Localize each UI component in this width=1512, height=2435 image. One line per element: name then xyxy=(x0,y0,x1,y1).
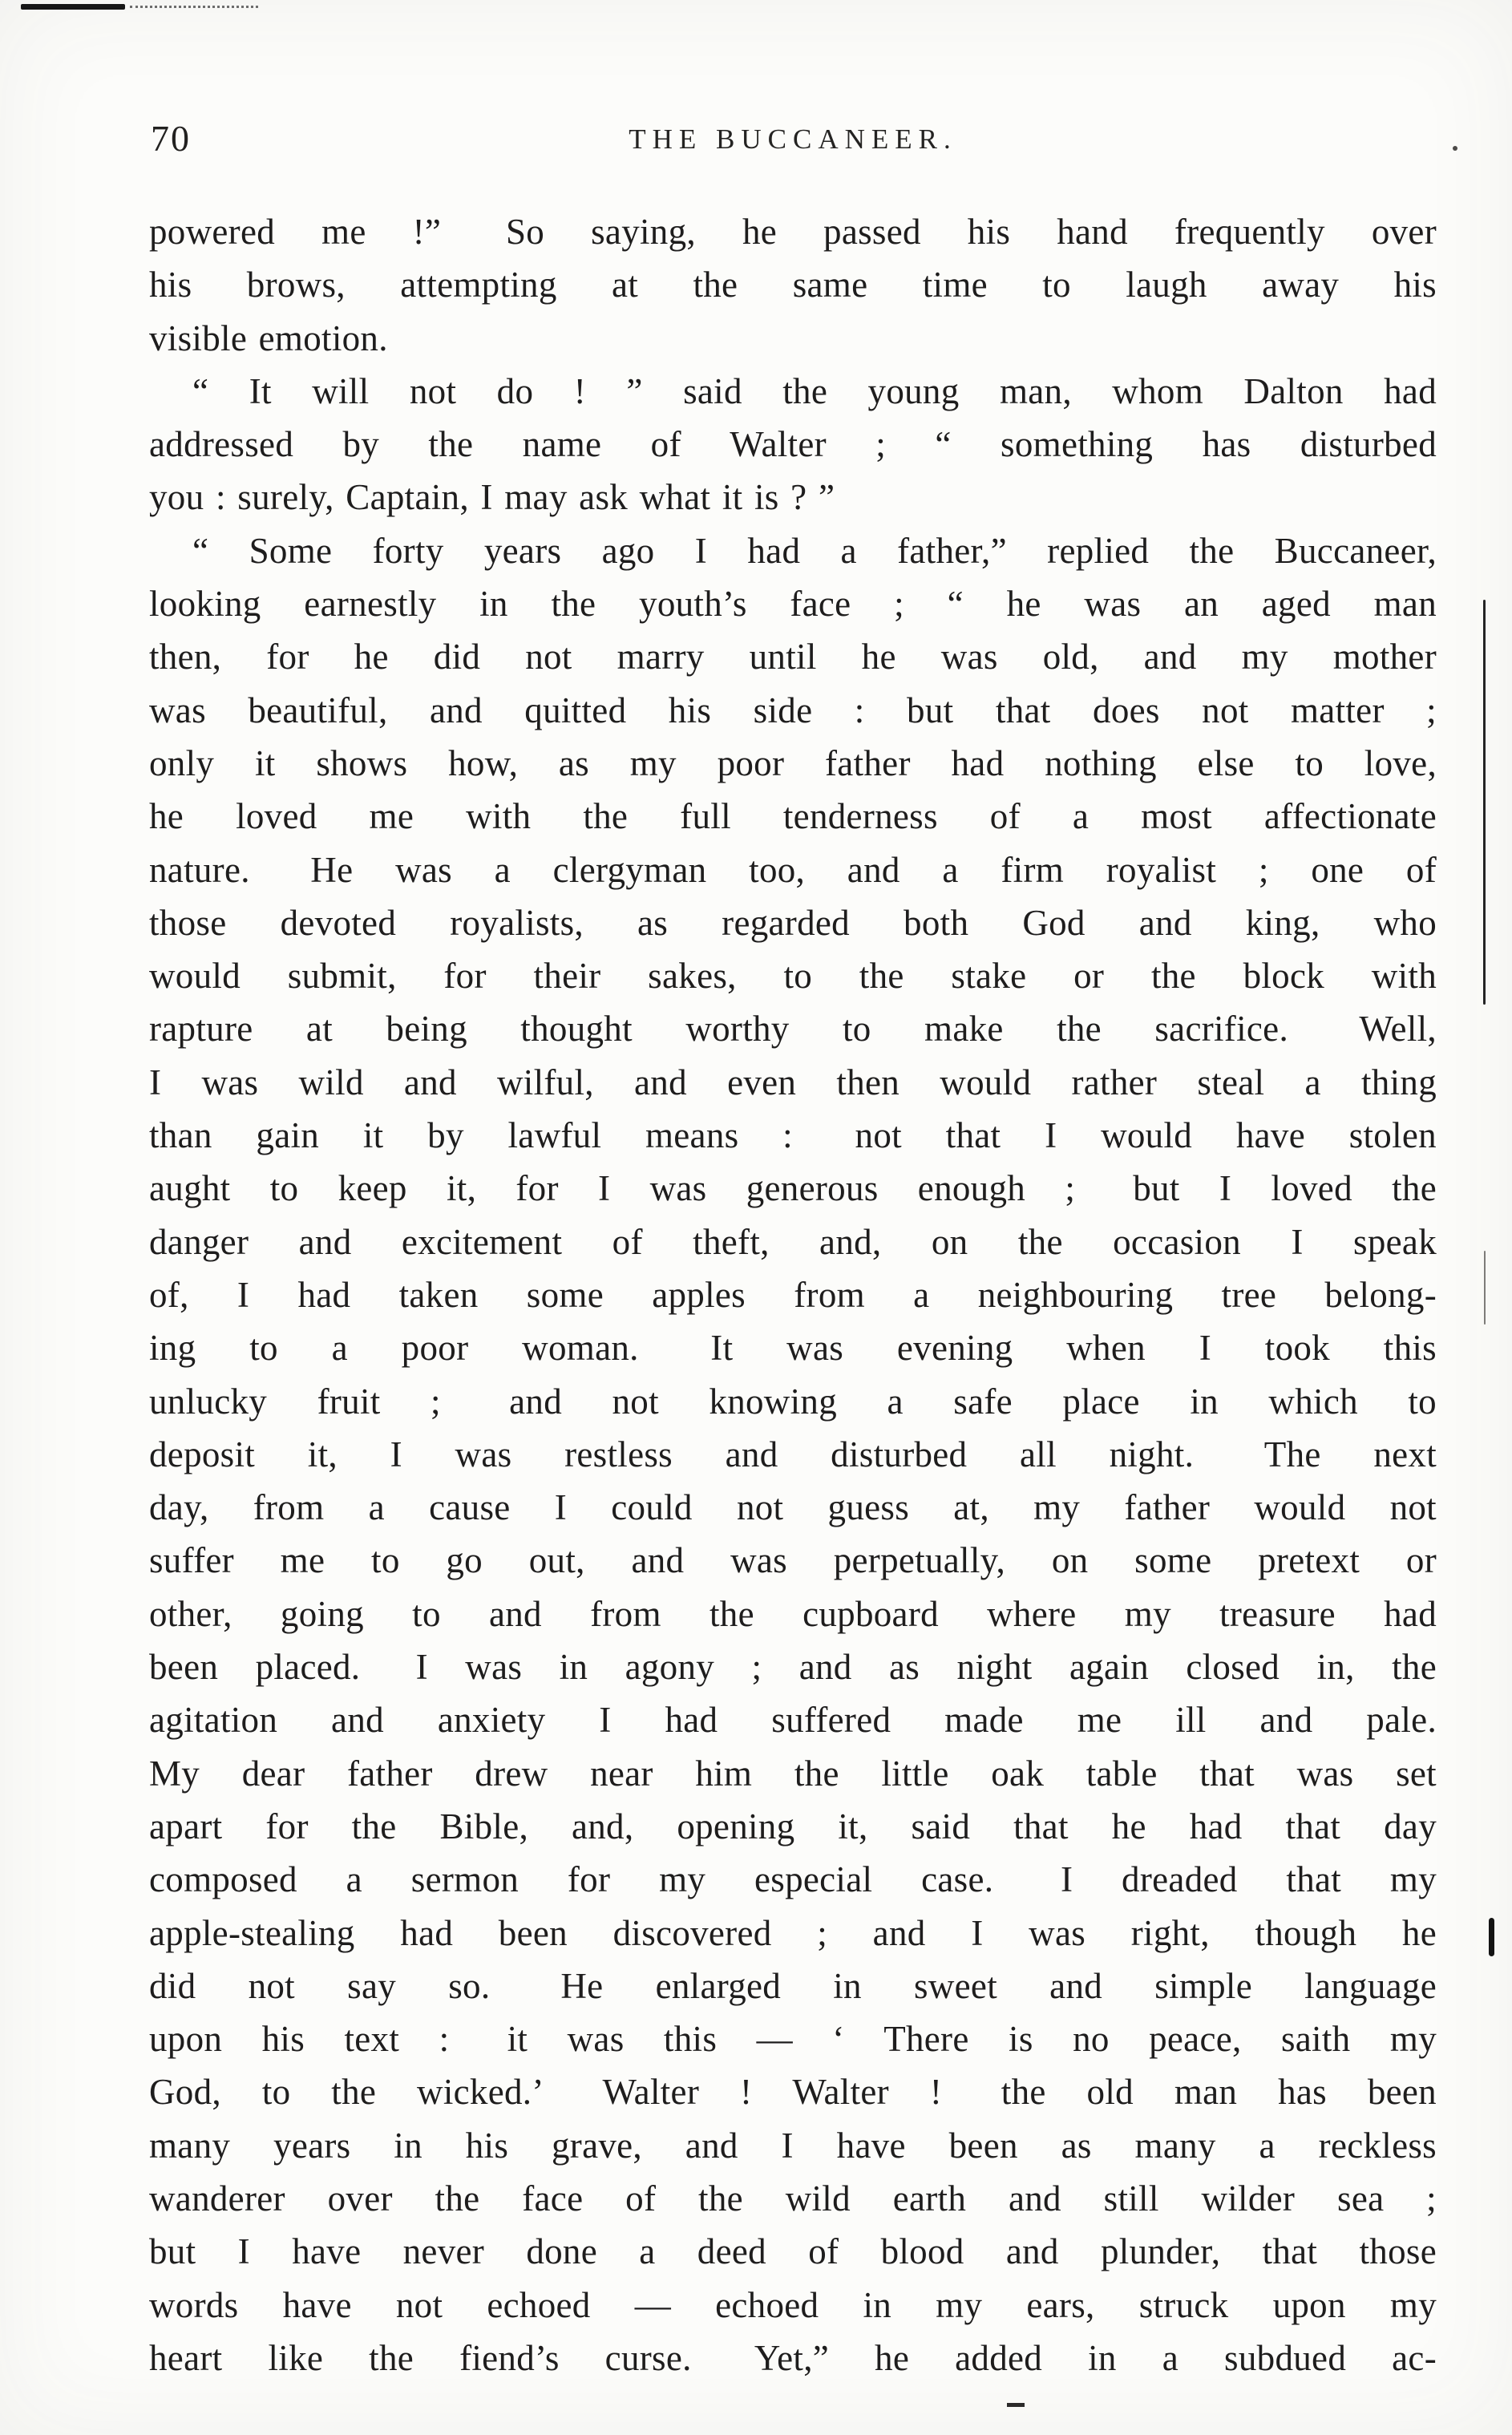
text-line: I was wild and wilful, and even then would rather steal a thing xyxy=(149,1062,1437,1102)
scan-artifact-header-dot xyxy=(1453,146,1457,151)
text-line: “ Some forty years ago I had a father,” replied the Buccaneer, xyxy=(192,530,1437,571)
text-line: only it shows how, as my poor father had nothing else to love, xyxy=(149,742,1437,783)
text-line: many years in his grave, and I have been as many a reckless xyxy=(149,2125,1437,2166)
text-line: those devoted royalists, as regarded both God and king, who xyxy=(149,902,1437,943)
text-line: apart for the Bible, and, opening it, said that he had that day xyxy=(149,1806,1437,1846)
text-line: would submit, for their sakes, to the stake or the block with xyxy=(149,956,1437,997)
scan-artifact-right-edge-line-2 xyxy=(1484,1251,1486,1325)
text-line: danger and excitement of theft, and, on the occasion I speak xyxy=(149,1221,1437,1262)
text-line: My dear father drew near him the little oak table that was set xyxy=(149,1753,1437,1794)
text-line: day, from a cause I could not guess at, my father would not xyxy=(149,1487,1437,1528)
text-line: unlucky fruit ; and not knowing a safe place in which to xyxy=(149,1381,1437,1422)
text-line: addressed by the name of Walter ; “ something has disturbed xyxy=(149,424,1437,465)
page-number: 70 xyxy=(151,118,191,159)
text-line: you : surely, Captain, I may ask what it is ? ” xyxy=(149,477,835,518)
text-line: visible emotion. xyxy=(149,318,388,358)
text-line: than gain it by lawful means : not that I would have stolen xyxy=(149,1115,1437,1156)
text-line: wanderer over the face of the wild earth and still wilder sea ; xyxy=(149,2178,1437,2219)
text-line: deposit it, I was restless and disturbed all night. The next xyxy=(149,1434,1437,1474)
text-line: nature. He was a clergyman too, and a firm royalist ; one of xyxy=(149,849,1437,890)
text-line: then, for he did not marry until he was old, and my mother xyxy=(149,637,1437,678)
text-line: composed a sermon for my especial case. I dreaded that my xyxy=(149,1859,1437,1900)
running-head-title: THE BUCCANEER. xyxy=(629,123,957,155)
text-line: upon his text : it was this — ‘ There is no peace, saith my xyxy=(149,2019,1437,2060)
text-line: was beautiful, and quitted his side : but that does not matter ; xyxy=(149,690,1437,730)
text-line: aught to keep it, for I was generous enough ; but I loved the xyxy=(149,1168,1437,1209)
scan-artifact-bottom-dash xyxy=(1007,2403,1025,2407)
text-line: God, to the wicked.’ Walter ! Walter ! the old man has been xyxy=(149,2072,1437,2113)
text-line: words have not echoed — echoed in my ears, struck upon my xyxy=(149,2284,1437,2325)
text-line: other, going to and from the cupboard where my treasure had xyxy=(149,1593,1437,1634)
text-line: ing to a poor woman. It was evening when I took this xyxy=(149,1328,1437,1369)
text-line: “ It will not do ! ” said the young man, whom Dalton had xyxy=(192,370,1437,411)
text-line: did not say so. He enlarged in sweet and simple language xyxy=(149,1965,1437,2006)
text-line: agitation and anxiety I had suffered made me ill and pale. xyxy=(149,1700,1437,1741)
text-line: of, I had taken some apples from a neighbouring tree belong- xyxy=(149,1274,1437,1315)
text-line: powered me !” So saying, he passed his hand frequently over xyxy=(149,212,1437,252)
text-line: rapture at being thought worthy to make the sacrifice. Well, xyxy=(149,1009,1437,1050)
scan-artifact-top-dots xyxy=(130,6,258,8)
page-header xyxy=(149,117,1437,160)
text-line: but I have never done a deed of blood and plunder, that those xyxy=(149,2231,1437,2272)
text-line: looking earnestly in the youth’s face ; “ he was an aged man xyxy=(149,584,1437,625)
scan-artifact-top-line xyxy=(21,4,125,10)
text-line: he loved me with the full tenderness of a most affectionate xyxy=(149,796,1437,837)
text-line: been placed. I was in agony ; and as night again closed in, the xyxy=(149,1647,1437,1688)
body-text xyxy=(149,205,1437,2384)
scan-artifact-right-edge-line xyxy=(1483,600,1486,1005)
text-line: his brows, attempting at the same time to laugh away his xyxy=(149,265,1437,305)
scan-artifact-right-edge-mark xyxy=(1489,1918,1494,1956)
text-line: apple-stealing had been discovered ; and I was right, though he xyxy=(149,1912,1437,1953)
text-line: suffer me to go out, and was perpetually, on some pretext or xyxy=(149,1540,1437,1581)
text-line: heart like the fiend’s curse. Yet,” he added in a subdued ac- xyxy=(149,2337,1437,2378)
